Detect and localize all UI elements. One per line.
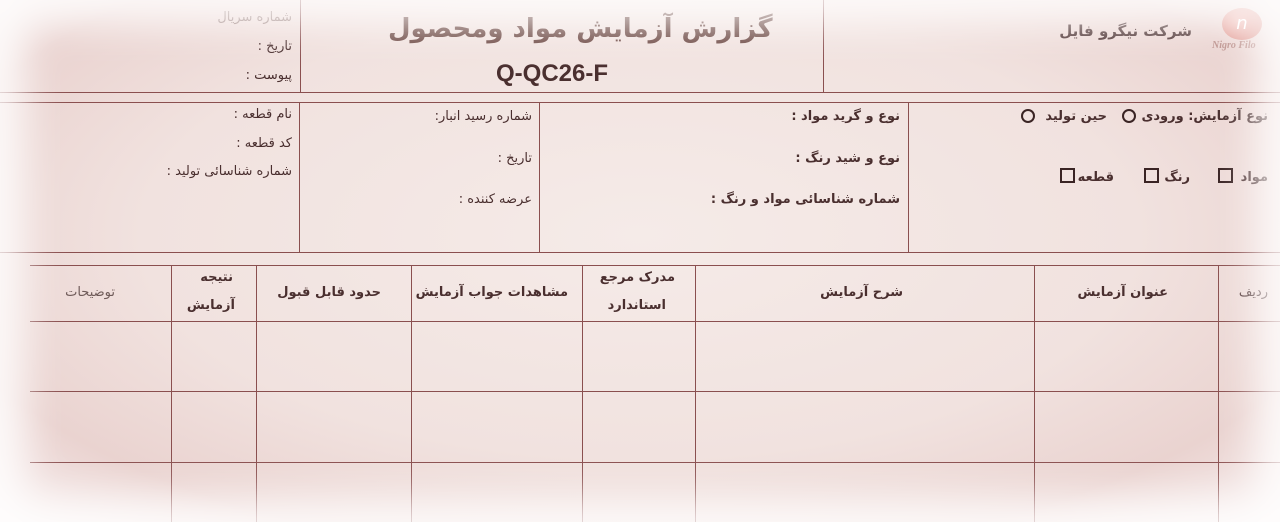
- info-date-label: تاریخ :: [497, 151, 532, 166]
- color-label: رنگ: [1164, 170, 1190, 185]
- company-logo-icon: n: [1222, 8, 1262, 40]
- material-grade-label: نوع و گرید مواد :: [791, 109, 900, 124]
- material-color-id-label: شماره شناسائی مواد و رنگ :: [710, 192, 900, 207]
- supplier-label: عرضه کننده :: [458, 192, 532, 207]
- table-top-border: [30, 265, 1280, 266]
- divider: [908, 102, 909, 252]
- divider: [823, 0, 824, 92]
- divider: [539, 102, 540, 252]
- attachment-label: پیوست :: [245, 68, 292, 83]
- during-production-radio[interactable]: [1021, 109, 1035, 123]
- part-checkbox[interactable]: [1060, 168, 1075, 183]
- test-type-label: نوع آزمایش: ورودی: [1141, 109, 1268, 124]
- table-header-border: [30, 321, 1280, 322]
- form-code: Q-QC26-F: [496, 60, 609, 87]
- during-production-label: حین تولید: [1045, 109, 1107, 124]
- part-code-label: کد قطعه :: [236, 136, 292, 151]
- color-checkbox[interactable]: [1144, 168, 1159, 183]
- company-name: شرکت نیگرو فایل: [1059, 22, 1192, 40]
- column-header-limits: حدود قابل قبول: [277, 285, 381, 300]
- warehouse-receipt-label: شماره رسید انبار:: [434, 109, 532, 124]
- divider: [0, 252, 1280, 253]
- logo-caption: Nigro Filo: [1212, 40, 1256, 51]
- column-divider: [695, 265, 696, 522]
- column-divider: [1218, 265, 1219, 522]
- column-header-result-2: آزمایش: [186, 298, 235, 313]
- divider: [0, 92, 1280, 93]
- divider: [300, 0, 301, 92]
- divider: [299, 102, 300, 252]
- form-title: گزارش آزمایش مواد ومحصول: [388, 14, 773, 44]
- column-header-reference: مدرک مرجع: [599, 270, 675, 285]
- column-divider: [256, 265, 257, 522]
- part-label: قطعه: [1077, 170, 1114, 185]
- column-divider: [582, 265, 583, 522]
- divider: [0, 102, 1280, 103]
- material-label: مواد: [1240, 170, 1268, 185]
- color-shade-label: نوع و شید رنگ :: [795, 151, 900, 166]
- column-divider: [1034, 265, 1035, 522]
- column-header-test-title: عنوان آزمایش: [1077, 285, 1168, 300]
- production-id-label: شماره شناسائی تولید :: [166, 164, 292, 179]
- column-divider: [411, 265, 412, 522]
- table-row-border: [30, 391, 1280, 392]
- material-checkbox[interactable]: [1218, 168, 1233, 183]
- table-row-border: [30, 462, 1280, 463]
- part-name-label: نام قطعه :: [233, 107, 292, 122]
- incoming-radio[interactable]: [1122, 109, 1136, 123]
- column-divider: [171, 265, 172, 522]
- column-header-observations: مشاهدات جواب آزمایش: [415, 285, 568, 300]
- column-header-standard: استاندارد: [607, 298, 666, 313]
- serial-label: شماره سریال: [217, 10, 292, 25]
- header-date-label: تاریخ :: [257, 39, 292, 54]
- column-header-notes: توضیحات: [65, 285, 115, 300]
- column-header-row: ردیف: [1238, 285, 1268, 300]
- column-header-test-description: شرح آزمایش: [820, 285, 903, 300]
- column-header-result: نتیجه: [200, 270, 233, 285]
